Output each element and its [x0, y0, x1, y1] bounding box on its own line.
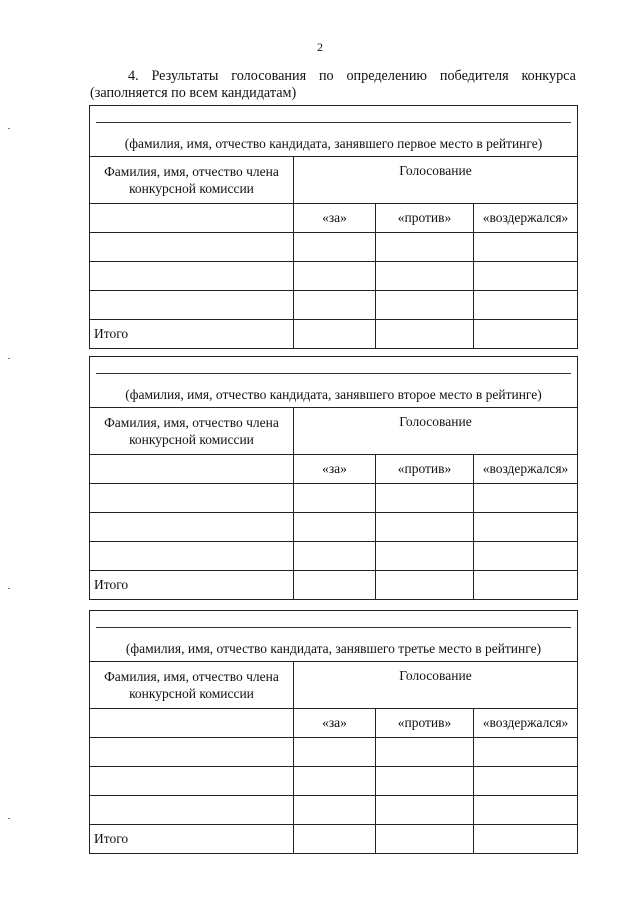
member-cell[interactable]: [90, 233, 294, 262]
for-cell[interactable]: [294, 738, 376, 767]
table-row: [90, 767, 578, 796]
member-cell[interactable]: [90, 738, 294, 767]
candidate-block-2: [89, 356, 577, 600]
member-cell[interactable]: [90, 484, 294, 513]
against-cell[interactable]: [376, 738, 474, 767]
for-cell[interactable]: [294, 513, 376, 542]
candidate-caption: (фамилия, имя, отчество кандидата, занявшего второе место в рейтинге): [125, 387, 542, 402]
member-cell[interactable]: [90, 204, 294, 233]
against-header: «против»: [376, 204, 474, 233]
for-header: «за»: [294, 709, 376, 738]
candidate-block-3: [89, 610, 577, 854]
for-header: «за»: [294, 455, 376, 484]
table-row: [90, 513, 578, 542]
total-row: [90, 825, 578, 854]
table-row: [90, 738, 578, 767]
abstain-cell[interactable]: [474, 291, 578, 320]
against-cell[interactable]: [376, 796, 474, 825]
for-header: «за»: [294, 204, 376, 233]
voting-table-1: [89, 105, 578, 349]
member-cell[interactable]: [90, 796, 294, 825]
voting-header: Голосование: [294, 662, 578, 709]
against-cell[interactable]: [376, 262, 474, 291]
table-row: [90, 291, 578, 320]
abstain-header: «воздержался»: [474, 709, 578, 738]
candidate-name-line: [96, 373, 571, 374]
total-against-cell[interactable]: [376, 571, 474, 600]
candidate-name-line: [96, 122, 571, 123]
member-cell[interactable]: [90, 709, 294, 738]
candidate-name-line: [96, 627, 571, 628]
total-row: [90, 320, 578, 349]
for-cell[interactable]: [294, 767, 376, 796]
abstain-cell[interactable]: [474, 796, 578, 825]
for-cell[interactable]: [294, 262, 376, 291]
table-row: [90, 796, 578, 825]
against-cell[interactable]: [376, 484, 474, 513]
heading-word: 4.: [128, 68, 139, 84]
heading-word: голосования: [231, 68, 307, 84]
for-cell[interactable]: [294, 542, 376, 571]
total-row: [90, 571, 578, 600]
heading-line-1: [90, 68, 576, 85]
scan-mark: [8, 128, 10, 129]
candidate-name-field[interactable]: [90, 357, 578, 408]
member-column-header: Фамилия, имя, отчество члена конкурсной комиссии: [90, 662, 294, 709]
abstain-cell[interactable]: [474, 738, 578, 767]
member-cell[interactable]: [90, 291, 294, 320]
against-cell[interactable]: [376, 542, 474, 571]
total-label: Итого: [90, 825, 294, 854]
total-against-cell[interactable]: [376, 320, 474, 349]
member-cell[interactable]: [90, 542, 294, 571]
for-cell[interactable]: [294, 484, 376, 513]
against-header: «против»: [376, 455, 474, 484]
table-row: [90, 233, 578, 262]
table-row: [90, 542, 578, 571]
for-cell[interactable]: [294, 796, 376, 825]
total-against-cell[interactable]: [376, 825, 474, 854]
scan-mark: [8, 588, 10, 589]
total-for-cell[interactable]: [294, 571, 376, 600]
table-row: [90, 262, 578, 291]
member-cell[interactable]: [90, 767, 294, 796]
candidate-name-field[interactable]: [90, 611, 578, 662]
abstain-cell[interactable]: [474, 484, 578, 513]
abstain-cell[interactable]: [474, 542, 578, 571]
abstain-cell[interactable]: [474, 767, 578, 796]
against-cell[interactable]: [376, 291, 474, 320]
page-number: 2: [317, 40, 323, 54]
member-cell[interactable]: [90, 513, 294, 542]
against-cell[interactable]: [376, 233, 474, 262]
heading-word: определению: [346, 68, 428, 84]
voting-table-2: [89, 356, 578, 600]
against-cell[interactable]: [376, 767, 474, 796]
candidate-block-1: [89, 105, 577, 349]
member-column-header: Фамилия, имя, отчество члена конкурсной комиссии: [90, 408, 294, 455]
voting-header: Голосование: [294, 408, 578, 455]
total-abstain-cell[interactable]: [474, 320, 578, 349]
against-header: «против»: [376, 709, 474, 738]
voting-header: Голосование: [294, 157, 578, 204]
heading-line-2: (заполняется по всем кандидатам): [90, 85, 297, 101]
table-row: [90, 484, 578, 513]
abstain-cell[interactable]: [474, 233, 578, 262]
abstain-cell[interactable]: [474, 262, 578, 291]
total-abstain-cell[interactable]: [474, 571, 578, 600]
abstain-header: «воздержался»: [474, 455, 578, 484]
member-column-header: Фамилия, имя, отчество члена конкурсной комиссии: [90, 157, 294, 204]
heading-word: по: [318, 68, 334, 84]
total-abstain-cell[interactable]: [474, 825, 578, 854]
member-cell[interactable]: [90, 455, 294, 484]
against-cell[interactable]: [376, 513, 474, 542]
for-cell[interactable]: [294, 233, 376, 262]
total-label: Итого: [90, 320, 294, 349]
total-label: Итого: [90, 571, 294, 600]
member-cell[interactable]: [90, 262, 294, 291]
scan-mark: [8, 358, 10, 359]
abstain-cell[interactable]: [474, 513, 578, 542]
total-for-cell[interactable]: [294, 320, 376, 349]
candidate-name-field[interactable]: [90, 106, 578, 157]
heading-word: конкурса: [521, 68, 576, 84]
heading-word: Результаты: [151, 68, 219, 84]
candidate-caption: (фамилия, имя, отчество кандидата, занявшего первое место в рейтинге): [124, 136, 543, 151]
for-cell[interactable]: [294, 291, 376, 320]
candidate-caption: (фамилия, имя, отчество кандидата, занявшего третье место в рейтинге): [125, 641, 542, 656]
section-heading: [90, 68, 576, 102]
total-for-cell[interactable]: [294, 825, 376, 854]
heading-word: победителя: [439, 68, 509, 84]
abstain-header: «воздержался»: [474, 204, 578, 233]
voting-table-3: [89, 610, 578, 854]
scan-mark: [8, 818, 10, 819]
